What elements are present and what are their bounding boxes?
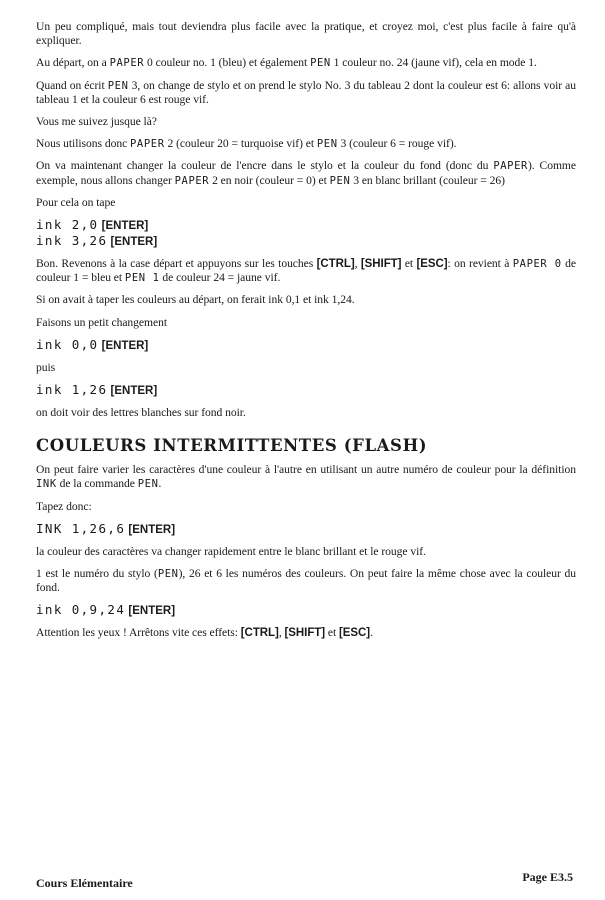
- command-code: ink 3,26: [36, 233, 108, 249]
- paragraph-paper-pen-start: Au départ, on a PAPER 0 couleur no. 1 (bleu) et également PEN 1 couleur no. 24 (jaune vif), cela en mode 1.: [36, 56, 537, 70]
- command-code: INK 1,26,6: [36, 520, 126, 536]
- paragraph-flash-effect: la couleur des caractères va changer rapidement entre le blanc brillant et le rouge vif.: [36, 544, 426, 558]
- command-code: ink 0,9,24: [36, 602, 126, 618]
- command-line: [36, 234, 576, 249]
- keyword-pen: PEN: [329, 174, 351, 187]
- esc-key-label: [ESC]: [339, 627, 371, 640]
- paragraph-paper2-pen3: Nous utilisons donc PAPER 2 (couleur 20 = turquoise vif) et PEN 3 (couleur 6 = rouge vif).: [36, 137, 457, 151]
- command-line: [36, 603, 576, 618]
- paragraph-default-ink: Si on avait à taper les couleurs au départ, on ferait ink 0,1 et ink 1,24.: [36, 293, 355, 307]
- ctrl-key-label: [CTRL]: [240, 627, 279, 640]
- footer-page-number: Page E3.5: [522, 870, 573, 884]
- keyword-pen1: PEN 1: [124, 272, 160, 285]
- keyword-pen: PEN: [316, 138, 338, 151]
- keyword-pen: PEN: [137, 478, 159, 491]
- paragraph-stop-effects: Attention les yeux ! Arrêtons vite ces effets: [CTRL], [SHIFT] et [ESC].: [36, 626, 373, 640]
- keyword-paper: PAPER: [109, 57, 145, 70]
- footer-course-title: Cours Elémentaire: [36, 876, 133, 890]
- command-line: [36, 383, 576, 398]
- command-code: ink 0,0: [36, 336, 99, 352]
- keyword-pen: PEN: [157, 568, 179, 581]
- keyword-paper: PAPER: [493, 160, 528, 173]
- command-code: ink 2,0: [36, 217, 99, 233]
- paragraph-flash-intro: On peut faire varier les caractères d'une couleur à l'autre en utilisant un autre numéro de couleur pour la définition INK de la commande PEN.: [36, 463, 576, 491]
- command-line: [36, 522, 576, 537]
- paragraph-white-on-black: on doit voir des lettres blanches sur fond noir.: [36, 406, 246, 420]
- paragraph-change-colors: On va maintenant changer la couleur de l'encre dans le stylo et la couleur du fond (donc du PAPER). Comme exemple, nous allons changer PAPER 2 en noir (couleur = 0) et PEN 3 en blanc brillant (couleur = 26): [36, 159, 576, 187]
- paragraph-reset: Bon. Revenons à la case départ et appuyons sur les touches [CTRL], [SHIFT] et [ESC]: on revient à PAPER 0 de couleur 1 = bleu et PEN 1 de couleur 24 = jaune vif.: [36, 257, 576, 285]
- keyword-paper: PAPER: [130, 138, 165, 151]
- enter-key-label: [ENTER]: [128, 605, 176, 618]
- paragraph-small-change: Faisons un petit changement: [36, 315, 167, 329]
- command-block: [36, 603, 576, 618]
- paragraph-type-so: Tapez donc:: [36, 499, 92, 513]
- keyword-paper: PAPER: [174, 174, 210, 187]
- enter-key-label: [ENTER]: [101, 339, 149, 352]
- keyword-pen: PEN: [310, 57, 331, 70]
- section-heading: COULEURS INTERMITTENTES (FLASH): [36, 436, 428, 456]
- keyword-pen: PEN: [107, 79, 129, 92]
- keyword-paper0: PAPER 0: [512, 258, 562, 271]
- shift-key-label: [SHIFT]: [284, 627, 326, 640]
- ctrl-key-label: [CTRL]: [316, 258, 355, 271]
- command-block: [36, 218, 576, 249]
- enter-key-label: [ENTER]: [110, 236, 158, 249]
- command-block: [36, 383, 576, 398]
- command-block: [36, 522, 576, 537]
- keyword-ink: INK: [36, 478, 57, 491]
- enter-key-label: [ENTER]: [128, 523, 176, 536]
- paragraph-pen-numbers: 1 est le numéro du stylo (PEN), 26 et 6 les numéros des couleurs. On peut faire la même chose avec la couleur du fond.: [36, 567, 576, 595]
- command-line: [36, 338, 576, 353]
- paragraph-then: puis: [36, 360, 56, 374]
- esc-key-label: [ESC]: [416, 258, 448, 271]
- enter-key-label: [ENTER]: [110, 385, 158, 398]
- command-code: ink 1,26: [36, 382, 108, 398]
- enter-key-label: [ENTER]: [101, 220, 149, 233]
- command-block: [36, 338, 576, 353]
- paragraph-type-this: Pour cela on tape: [36, 195, 116, 209]
- command-line: [36, 218, 576, 233]
- paragraph-pen3: Quand on écrit PEN 3, on change de stylo et on prend le stylo No. 3 du tableau 2 dont la couleur est 6: allons voir au tableau 1 et la couleur 6 est rouge vif.: [36, 78, 576, 106]
- document-page: [36, 20, 576, 649]
- paragraph-intro: Un peu compliqué, mais tout deviendra plus facile avec la pratique, et croyez moi, c'est plus facile à faire qu'à expliquer.: [36, 20, 576, 48]
- paragraph-question: Vous me suivez jusque là?: [36, 115, 157, 129]
- shift-key-label: [SHIFT]: [360, 258, 402, 271]
